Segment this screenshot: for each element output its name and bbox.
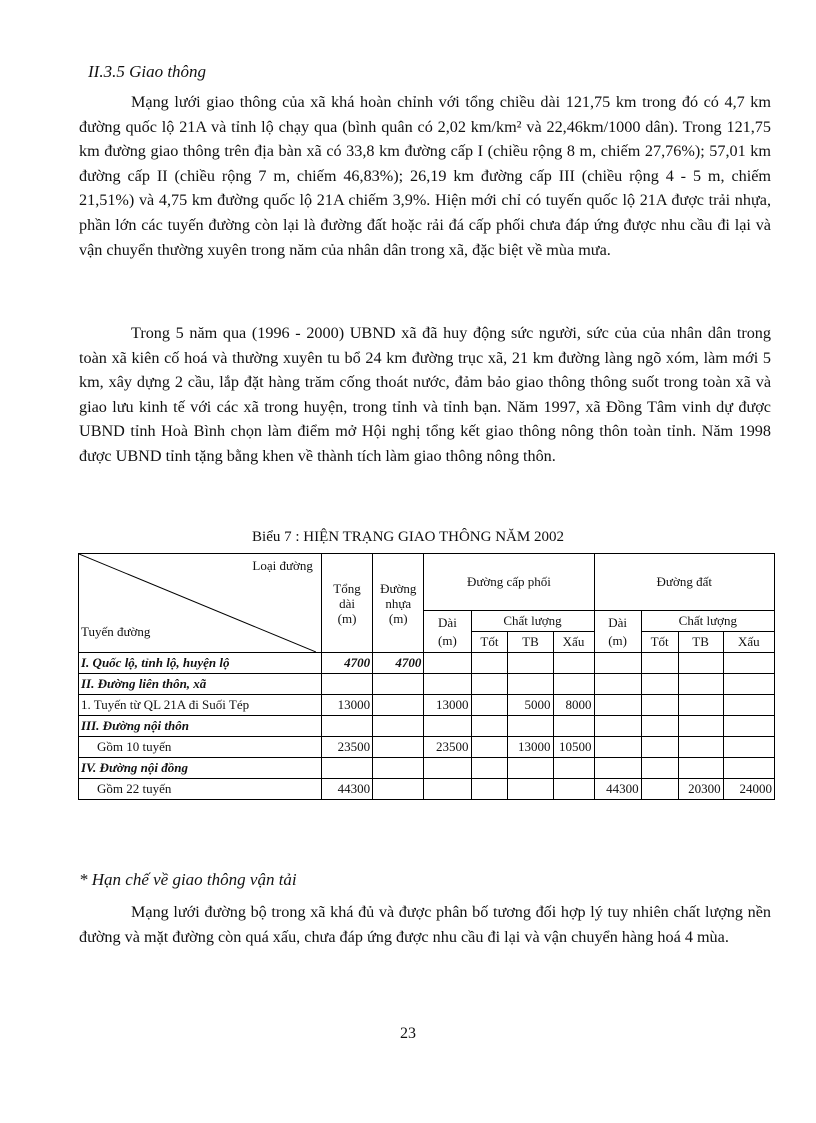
cell-tong — [321, 716, 372, 737]
row-label: IV. Đường nội đồng — [79, 758, 322, 779]
cell-cp-dai — [424, 716, 471, 737]
cell-nhua — [373, 737, 424, 758]
cell-d-dai — [594, 737, 641, 758]
cell-d-tot — [641, 674, 678, 695]
table-row — [79, 674, 775, 695]
cell-d-xau — [723, 758, 774, 779]
cell-nhua — [373, 758, 424, 779]
cell-cp-dai — [424, 779, 471, 800]
row-label: 1. Tuyến từ QL 21A đi Suối Tép — [79, 695, 322, 716]
cell-nhua — [373, 695, 424, 716]
header-tuyen-duong: Tuyến đường — [81, 624, 151, 639]
table-row — [79, 758, 775, 779]
cell-tong: 23500 — [321, 737, 372, 758]
header-duong-nhua: Đường nhựa (m) — [373, 554, 424, 653]
cell-d-tot — [641, 716, 678, 737]
section-heading: II.3.5 Giao thông — [88, 62, 207, 81]
cell-d-xau — [723, 653, 774, 674]
cell-cp-tb — [508, 779, 553, 800]
cell-cp-tot — [471, 674, 508, 695]
header-cp-dai: Dài (m) — [424, 611, 471, 653]
cell-cp-tot — [471, 779, 508, 800]
cell-cp-dai — [424, 674, 471, 695]
table-row — [79, 653, 775, 674]
cell-d-tb — [678, 695, 723, 716]
header-d-chat-luong: Chất lượng — [641, 611, 774, 632]
header-d-xau: Xấu — [723, 632, 774, 653]
cell-d-xau — [723, 695, 774, 716]
cell-tong: 13000 — [321, 695, 372, 716]
cell-d-xau — [723, 674, 774, 695]
cell-d-tb — [678, 674, 723, 695]
table-row — [79, 737, 775, 758]
cell-cp-xau — [553, 758, 594, 779]
row-label: III. Đường nội thôn — [79, 716, 322, 737]
header-cp-tot: Tốt — [471, 632, 508, 653]
cell-d-dai — [594, 695, 641, 716]
cell-cp-dai: 23500 — [424, 737, 471, 758]
table-row — [79, 695, 775, 716]
cell-d-dai — [594, 653, 641, 674]
header-d-dai: Dài (m) — [594, 611, 641, 653]
cell-d-dai — [594, 674, 641, 695]
row-label: Gồm 10 tuyến — [79, 737, 322, 758]
cell-d-tot — [641, 758, 678, 779]
cell-cp-xau — [553, 779, 594, 800]
cell-cp-dai — [424, 653, 471, 674]
cell-d-dai — [594, 716, 641, 737]
cell-d-tb — [678, 758, 723, 779]
header-tong-dai: Tổng dài (m) — [321, 554, 372, 653]
cell-cp-tb — [508, 716, 553, 737]
header-d-tb: TB — [678, 632, 723, 653]
cell-cp-tb — [508, 758, 553, 779]
row-label: Gồm 22 tuyến — [79, 779, 322, 800]
cell-d-tb — [678, 653, 723, 674]
cell-tong: 44300 — [321, 779, 372, 800]
cell-cp-xau — [553, 674, 594, 695]
cell-d-xau: 24000 — [723, 779, 774, 800]
cell-cp-tb: 5000 — [508, 695, 553, 716]
paragraph-road-network: Mạng lưới giao thông của xã khá hoàn chỉnh với tổng chiều dài 121,75 km trong đó có 4,7 km đường quốc lộ 21A và tỉnh lộ chạy qua (bình quân có 2,02 km/km² và 22,46km/1000 dân). Trong 121,75 km đường giao thông trên địa bàn xã có 33,8 km đường cấp I (chiều rộng 8 m, chiếm 27,76%); 57,01 km đường cấp II (chiều rộng 7 m, chiếm 46,83%); 26,19 km đường cấp III (chiều rộng 4 - 5 m, chiếm 21,51%) và 4,75 km đường quốc lộ 21A chiếm 3,9%. Hiện mới chỉ có tuyến quốc lộ 21A được trải nhựa, phần lớn các tuyến đường còn lại là đường đất hoặc rải đá cấp phối chưa đáp ứng được nhu cầu đi lại và vận chuyển thường xuyên trong năm của nhân dân trong xã, đặc biệt về mùa mưa. — [79, 93, 771, 259]
cell-d-xau — [723, 737, 774, 758]
header-loai-duong: Loại đường — [252, 558, 313, 573]
cell-cp-tot — [471, 758, 508, 779]
cell-d-tb — [678, 737, 723, 758]
cell-cp-xau: 10500 — [553, 737, 594, 758]
header-duong-dat: Đường đất — [594, 554, 774, 611]
cell-cp-tb — [508, 653, 553, 674]
cell-cp-tot — [471, 695, 508, 716]
cell-d-xau — [723, 716, 774, 737]
cell-d-tb — [678, 716, 723, 737]
cell-nhua: 4700 — [373, 653, 424, 674]
cell-cp-tb: 13000 — [508, 737, 553, 758]
cell-d-tot — [641, 695, 678, 716]
cell-d-tot — [641, 653, 678, 674]
cell-cp-dai — [424, 758, 471, 779]
header-cap-phoi: Đường cấp phối — [424, 554, 594, 611]
cell-d-tot — [641, 779, 678, 800]
cell-cp-dai: 13000 — [424, 695, 471, 716]
header-d-tot: Tốt — [641, 632, 678, 653]
table-caption: Biểu 7 : HIỆN TRẠNG GIAO THÔNG NĂM 2002 — [252, 529, 564, 545]
cell-nhua — [373, 779, 424, 800]
paragraph-five-years: Trong 5 năm qua (1996 - 2000) UBND xã đã huy động sức người, sức của của nhân dân trong toàn xã kiên cố hoá và thường xuyên tu bổ 24 km đường trục xã, 21 km đường làng ngõ xóm, làm mới 5 km, xây dựng 2 cầu, lắp đặt hàng trăm cống thoát nước, đảm bảo giao thông thông suốt trong toàn xã và giao lưu kinh tế với các xã trong huyện, trong tỉnh và tỉnh bạn. Năm 1997, xã Đồng Tâm vinh dự được UBND tỉnh Hoà Bình chọn làm điểm mở Hội nghị tổng kết giao thông nông thôn toàn tỉnh. Năm 1998 được UBND tỉnh tặng bằng khen về thành tích làm giao thông nông thôn. — [79, 324, 771, 465]
cell-tong — [321, 758, 372, 779]
cell-cp-tot — [471, 716, 508, 737]
cell-cp-xau — [553, 653, 594, 674]
cell-d-dai: 44300 — [594, 779, 641, 800]
diagonal-header-cell — [79, 554, 322, 653]
cell-tong: 4700 — [321, 653, 372, 674]
header-cp-chat-luong: Chất lượng — [471, 611, 594, 632]
table-row — [79, 779, 775, 800]
row-label: I. Quốc lộ, tỉnh lộ, huyện lộ — [79, 653, 322, 674]
cell-cp-tb — [508, 674, 553, 695]
cell-cp-xau: 8000 — [553, 695, 594, 716]
cell-d-tot — [641, 737, 678, 758]
paragraph-limitations: Mạng lưới đường bộ trong xã khá đủ và được phân bố tương đối hợp lý tuy nhiên chất lượng nền đường và mặt đường còn quá xấu, chưa đáp ứng được nhu cầu đi lại và vận chuyển hàng hoá 4 mùa. — [79, 903, 771, 946]
header-cp-xau: Xấu — [553, 632, 594, 653]
cell-cp-xau — [553, 716, 594, 737]
table-row — [79, 716, 775, 737]
cell-tong — [321, 674, 372, 695]
cell-nhua — [373, 674, 424, 695]
header-cp-tb: TB — [508, 632, 553, 653]
cell-nhua — [373, 716, 424, 737]
cell-cp-tot — [471, 737, 508, 758]
cell-d-tb: 20300 — [678, 779, 723, 800]
cell-cp-tot — [471, 653, 508, 674]
row-label: II. Đường liên thôn, xã — [79, 674, 322, 695]
limitations-heading: * Hạn chế về giao thông vận tải — [79, 870, 297, 889]
cell-d-dai — [594, 758, 641, 779]
page-number: 23 — [400, 1025, 416, 1042]
traffic-status-table — [78, 553, 775, 800]
